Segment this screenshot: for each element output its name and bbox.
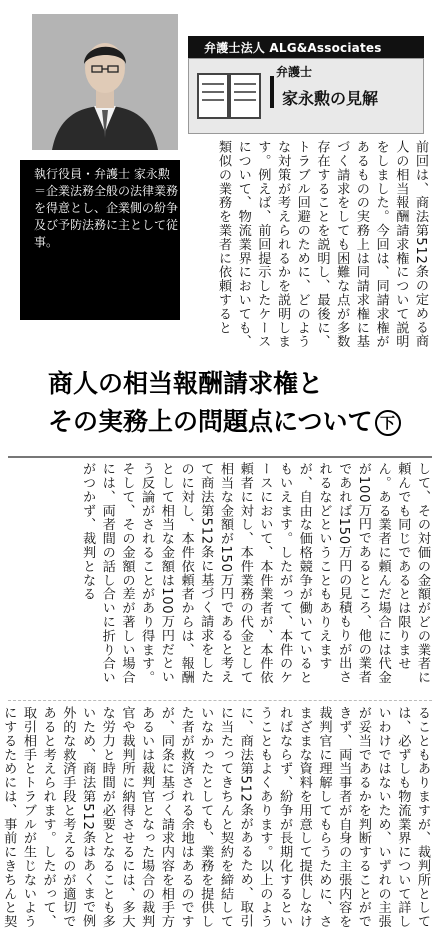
lawyer-title: 弁護士: [276, 65, 313, 79]
headline-line-2: [48, 402, 401, 438]
portrait-illustration: [32, 14, 178, 150]
headline-block: [8, 358, 432, 460]
book-icon: [196, 66, 262, 126]
lawyer-portrait-photo: [32, 14, 178, 150]
profile-caption-text: 執行役員・弁護士 家永勲＝企業法務全般の法律業務を得意とし、企業側の紛争及び予防法務に主として従事。: [34, 167, 179, 249]
article-body-upper: して、その対価の金額がどの業者に頼んでも同じであるとは限りません。ある業者に頼んだ場合には代金が100万円であるところ、他の業者であれば150万円の見積もりが出されるなどということもありえますが、自由な価格競争が働いているともいえます。したがって、本件のケースにおいて、本件業者が、本件依頼者に対し、本件業務の代金として相当な金額が150万円であると考えて商法第512条に基づく請求をしたのに対し、本件依頼者からは、報酬として相当な金額は100万円だという反論がされることがあり得ます。そして、その金額の差が著しい場合には、両者間の話し合いに折り合いがつかず、裁判となる: [80, 462, 430, 685]
headline-divider: [8, 456, 432, 458]
section-divider: [8, 700, 432, 701]
intro-text: 前回は、商法第512条の定める商人の相当報酬請求権について説明をしました。今回は、同請求権があるものの実務上は同請求権に基づく請求をしても困難な点が多数存在することを説明し、最後に、トラブル回避のために、どのような対策が考えられるかを説明します。例えば、前回提示したケースについて、物流業界においても、類似の業務を業者に依頼すると: [215, 140, 428, 349]
headline-line-1: 商人の相当報酬請求権と: [48, 369, 324, 398]
headline-line-2-text: その実務上の問題点について: [48, 407, 373, 436]
column-title: 家永勲の見解: [282, 89, 379, 108]
firm-name: 弁護士法人 ALG&Associates: [204, 41, 382, 55]
article-body-lower: ることもありますが、裁判所としては、必ずしも物流業界について詳しいわけではないため、いずれの主張が妥当であるかを判断することができず、両当事者が自身の主張内容を裁判官に理解してもらうために、さまざまな資料を用意して提供しなければならず、紛争が長期化するということもよくあります。以上のように、商法第512条があるため、取引に当たってきちんと契約を締結していなかったとしても、業務を提供した者が救済される余地はあるのですが、同条に基づく請求内容を相手方あるいは裁判官となった場合の裁判官や裁判所に納得させるには、多大な労力と時間が必要となることも多いため、商法第512条はあくまで例外的な救済手段と考えるのが適切であると考えられます。したがって、取引相手とトラブルが生じないようにするためには、事前にきちんと契: [1, 706, 430, 929]
part-marker: 下: [375, 410, 401, 436]
